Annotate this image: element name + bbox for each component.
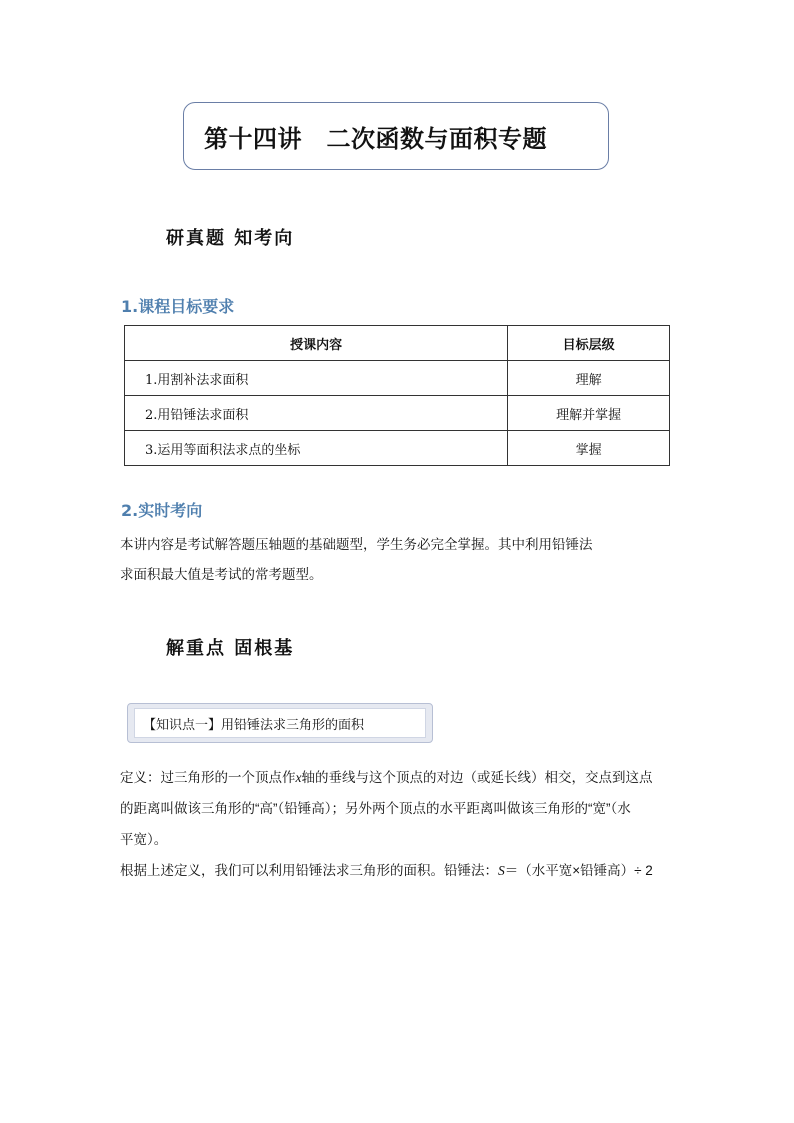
definition-paragraph bbox=[120, 762, 690, 886]
table-header-level: 目标层级 bbox=[508, 326, 670, 361]
math-variable-x: x bbox=[295, 770, 302, 785]
exam-trend-paragraph bbox=[120, 530, 680, 590]
table-row bbox=[125, 396, 670, 431]
knowledge-point-box bbox=[127, 703, 433, 743]
table-cell-level: 掌握 bbox=[508, 431, 670, 466]
table-header-row bbox=[125, 326, 670, 361]
table-cell-content: 3.运用等面积法求点的坐标 bbox=[125, 431, 508, 466]
exam-trend-line: 求面积最大值是考试的常考题型。 bbox=[120, 567, 323, 583]
table-header-content: 授课内容 bbox=[125, 326, 508, 361]
table-cell-level: 理解 bbox=[508, 361, 670, 396]
table-cell-content: 2.用铅锤法求面积 bbox=[125, 396, 508, 431]
definition-line: 平宽）。 bbox=[120, 832, 168, 847]
definition-line bbox=[120, 762, 690, 793]
knowledge-point-inner bbox=[134, 708, 426, 738]
subheading-course-goals: 1.课程目标要求 bbox=[121, 297, 235, 316]
lecture-title: 第十四讲 二次函数与面积专题 bbox=[204, 124, 547, 153]
definition-text: 定义：过三角形的一个顶点作 bbox=[120, 770, 296, 785]
subheading-exam-trend: 2.实时考向 bbox=[121, 501, 203, 520]
course-goals-table bbox=[124, 325, 670, 466]
knowledge-point-title: 【知识点一】用铅锤法求三角形的面积 bbox=[143, 718, 365, 733]
math-variable-s: S bbox=[498, 863, 505, 878]
lecture-title-box bbox=[183, 102, 609, 170]
table-row bbox=[125, 361, 670, 396]
exam-trend-line: 本讲内容是考试解答题压轴题的基础题型，学生务必完全掌握。其中利用铅锤法 bbox=[120, 537, 593, 553]
section-heading-key-points: 解重点 固根基 bbox=[166, 638, 295, 659]
table-cell-content: 1.用割补法求面积 bbox=[125, 361, 508, 396]
table-cell-level: 理解并掌握 bbox=[508, 396, 670, 431]
section-heading-research: 研真题 知考向 bbox=[166, 228, 295, 249]
formula-line bbox=[120, 855, 690, 886]
formula-expression: ＝（水平宽×铅锤高）÷ 2 bbox=[504, 863, 653, 878]
definition-line: 的距离叫做该三角形的“高”（铅锤高）；另外两个顶点的水平距离叫做该三角形的“宽”（水 bbox=[120, 801, 631, 816]
formula-intro: 根据上述定义，我们可以利用铅锤法求三角形的面积。铅锤法： bbox=[120, 863, 498, 878]
table-row bbox=[125, 431, 670, 466]
definition-text: 轴的垂线与这个顶点的对边（或延长线）相交，交点到这点 bbox=[301, 770, 653, 785]
